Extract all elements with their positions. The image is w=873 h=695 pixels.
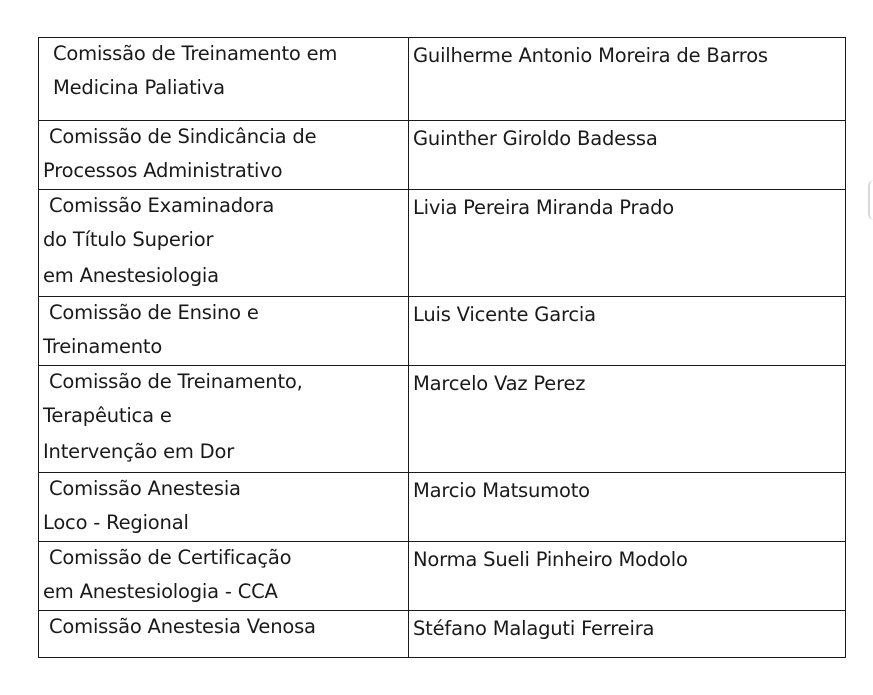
committee-name-line: Comissão de Certificação bbox=[49, 546, 292, 569]
member-cell: Stéfano Malaguti Ferreira bbox=[409, 611, 846, 658]
table-row bbox=[39, 38, 846, 121]
committee-cell bbox=[39, 121, 409, 190]
table-row bbox=[39, 611, 846, 658]
committee-name-line: Comissão Examinadora bbox=[49, 194, 275, 217]
committee-name-line: Comissão Anestesia Venosa bbox=[49, 615, 316, 638]
committee-cell bbox=[39, 297, 409, 366]
committee-cell bbox=[39, 366, 409, 473]
table-body bbox=[39, 38, 846, 658]
committee-name-line: em Anestesiologia bbox=[43, 264, 219, 287]
table-row bbox=[39, 473, 846, 542]
member-cell: Luis Vicente Garcia bbox=[409, 297, 846, 366]
table-row bbox=[39, 542, 846, 611]
table-row bbox=[39, 297, 846, 366]
committee-name-line: Processos Administrativo bbox=[43, 159, 283, 182]
committee-name-line: Treinamento bbox=[43, 335, 163, 358]
committee-name-line: Comissão de Treinamento, bbox=[49, 370, 303, 393]
committee-name-line: Comissão Anestesia bbox=[49, 477, 241, 500]
committee-name-line: Comissão de Treinamento em bbox=[53, 42, 338, 65]
member-cell: Guinther Giroldo Badessa bbox=[409, 121, 846, 190]
committee-roster-table bbox=[38, 37, 846, 658]
page-edge-artifact bbox=[868, 180, 873, 220]
committee-cell bbox=[39, 38, 409, 121]
member-cell: Guilherme Antonio Moreira de Barros bbox=[409, 38, 846, 121]
member-cell: Marcio Matsumoto bbox=[409, 473, 846, 542]
committee-name-line: Loco - Regional bbox=[43, 511, 189, 534]
committee-name-line: Medicina Paliativa bbox=[53, 76, 225, 99]
committee-name-line: Terapêutica e bbox=[43, 404, 172, 427]
committee-name-line: do Título Superior bbox=[43, 228, 214, 251]
member-cell: Livia Pereira Miranda Prado bbox=[409, 190, 846, 297]
committee-name-line: Comissão de Sindicância de bbox=[49, 125, 317, 148]
committee-cell bbox=[39, 190, 409, 297]
committee-cell bbox=[39, 611, 409, 658]
committee-cell bbox=[39, 542, 409, 611]
committee-cell bbox=[39, 473, 409, 542]
member-cell: Norma Sueli Pinheiro Modolo bbox=[409, 542, 846, 611]
member-cell: Marcelo Vaz Perez bbox=[409, 366, 846, 473]
table-row bbox=[39, 121, 846, 190]
table-row bbox=[39, 190, 846, 297]
committee-name-line: Comissão de Ensino e bbox=[49, 301, 259, 324]
committee-name-line: Intervenção em Dor bbox=[43, 440, 235, 463]
committee-name-line: em Anestesiologia - CCA bbox=[43, 580, 278, 603]
table-row bbox=[39, 366, 846, 473]
